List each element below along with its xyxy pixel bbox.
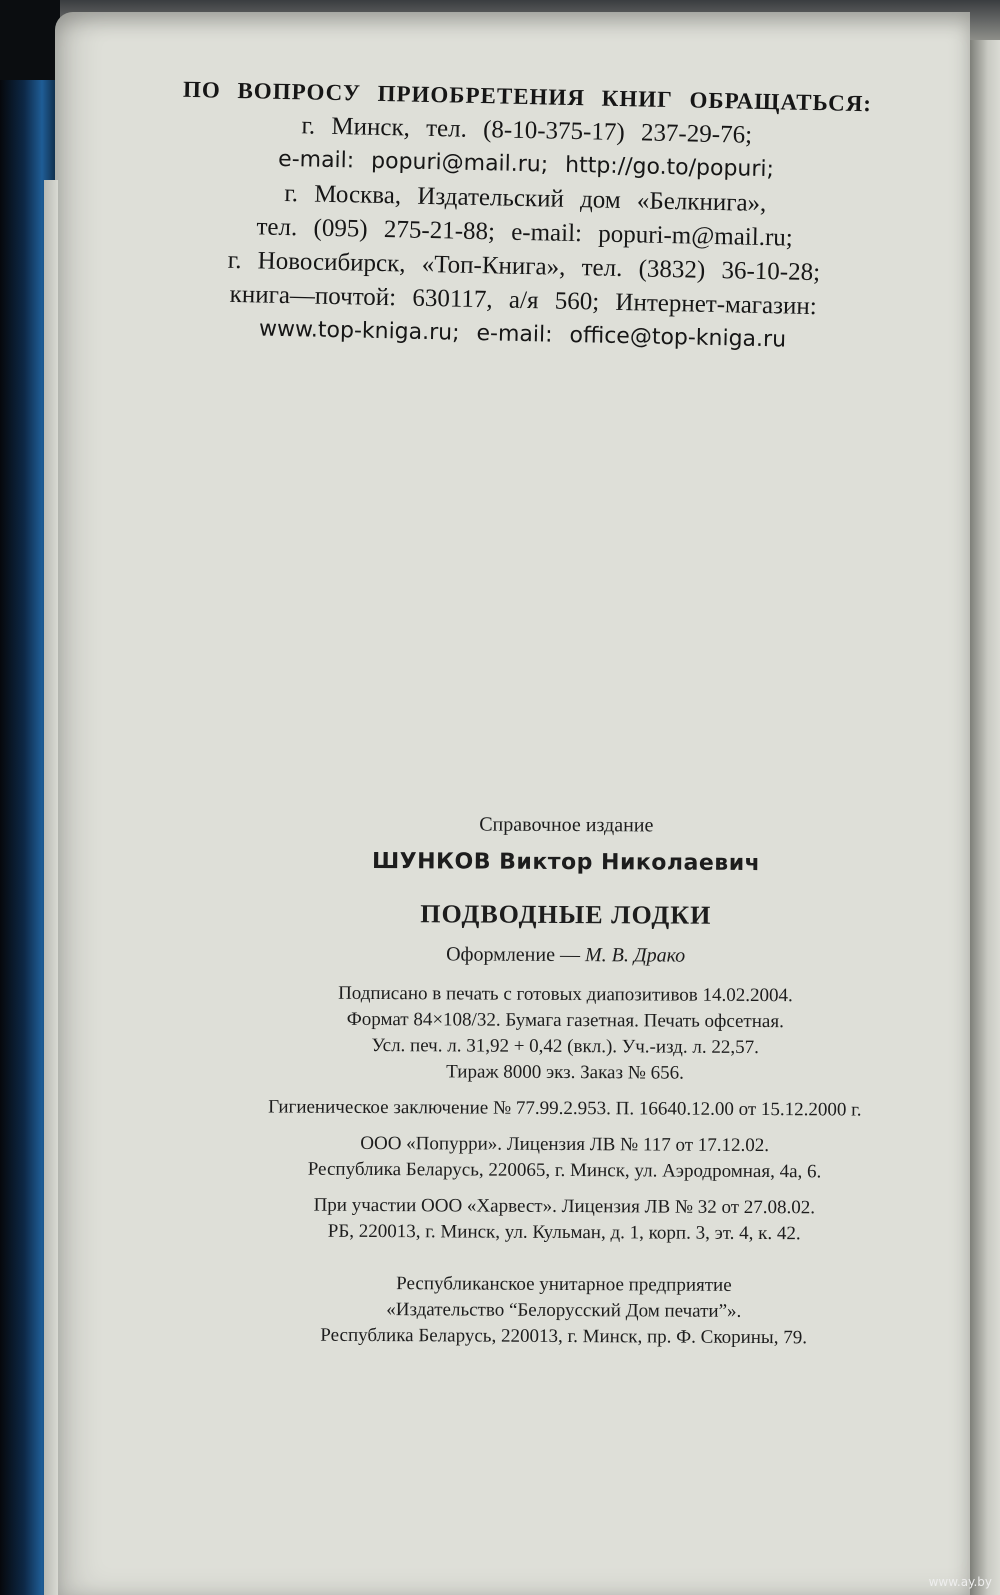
purchase-info-block [97,71,953,361]
design-credit [171,940,961,970]
contact-line: г. Москва, Издательский дом «Белкнига», [284,179,767,218]
partner-line: При участии ООО «Харвест». Лицензия ЛВ № 32 от 27.08.02. [313,1194,816,1219]
page-stack-edge [44,180,58,1595]
designer-name: М. В. Драко [584,944,686,967]
author-name: ШУНКОВ Виктор Николаевич [371,848,761,877]
publisher-line: ООО «Попурри». Лицензия ЛВ № 117 от 17.12.02. [360,1132,770,1157]
print-info-line: Усл. печ. л. 31,92 + 0,42 (вкл.). Уч.-изд. л. 22,57. [371,1034,759,1059]
next-page-edge [970,40,1000,1595]
contact-line: г. Новосибирск, «Топ-Книга», тел. (3832) 36-10-28; [227,246,821,287]
hygiene-certificate: Гигиеническое заключение № 77.99.2.953. П. 16640.12.00 от 15.12.2000 г. [268,1096,862,1121]
purchase-heading: ПО ВОПРОСУ ПРИОБРЕТЕНИЯ КНИГ ОБРАЩАТЬСЯ: [182,76,873,117]
contact-line: тел. (095) 275-21-88; e-mail: popuri-m@mail.ru; [256,213,794,252]
printer-line: Республиканское унитарное предприятие [396,1273,732,1296]
colophon-block [169,810,962,1352]
print-info-line: Формат 84×108/32. Бумага газетная. Печать офсетная. [346,1008,784,1033]
book-title: ПОДВОДНЫЕ ЛОДКИ [420,899,712,930]
contact-line: e-mail: popuri@mail.ru; http://go.to/popuri; [277,146,775,183]
print-info-line: Тираж 8000 экз. Заказ № 656. [446,1061,684,1084]
partner-line: РБ, 220013, г. Минск, ул. Кульман, д. 1, корп. 3, эт. 4, к. 42. [327,1220,801,1245]
publication-genre: Справочное издание [479,813,654,837]
printer-line: Республика Беларусь, 220013, г. Минск, пр. Ф. Скорины, 79. [320,1324,808,1349]
printer-line: «Издательство “Белорусский Дом печати”». [386,1299,742,1322]
site-watermark: www.ay.by [928,1575,992,1589]
print-info-line: Подписано в печать с готовых диапозитивов 14.02.2004. [338,982,793,1007]
contact-line: книга—почтой: 630117, а/я 560; Интернет-магазин: [229,280,818,321]
publisher-line: Республика Беларусь, 220065, г. Минск, ул. Аэродромная, 4а, 6. [307,1158,822,1183]
contact-line: г. Минск, тел. (8-10-375-17) 237-29-76; [301,112,753,149]
design-label: Оформление — [446,943,581,967]
contact-line: www.top-kniga.ru; e-mail: office@top-kniga.ru [258,316,787,353]
